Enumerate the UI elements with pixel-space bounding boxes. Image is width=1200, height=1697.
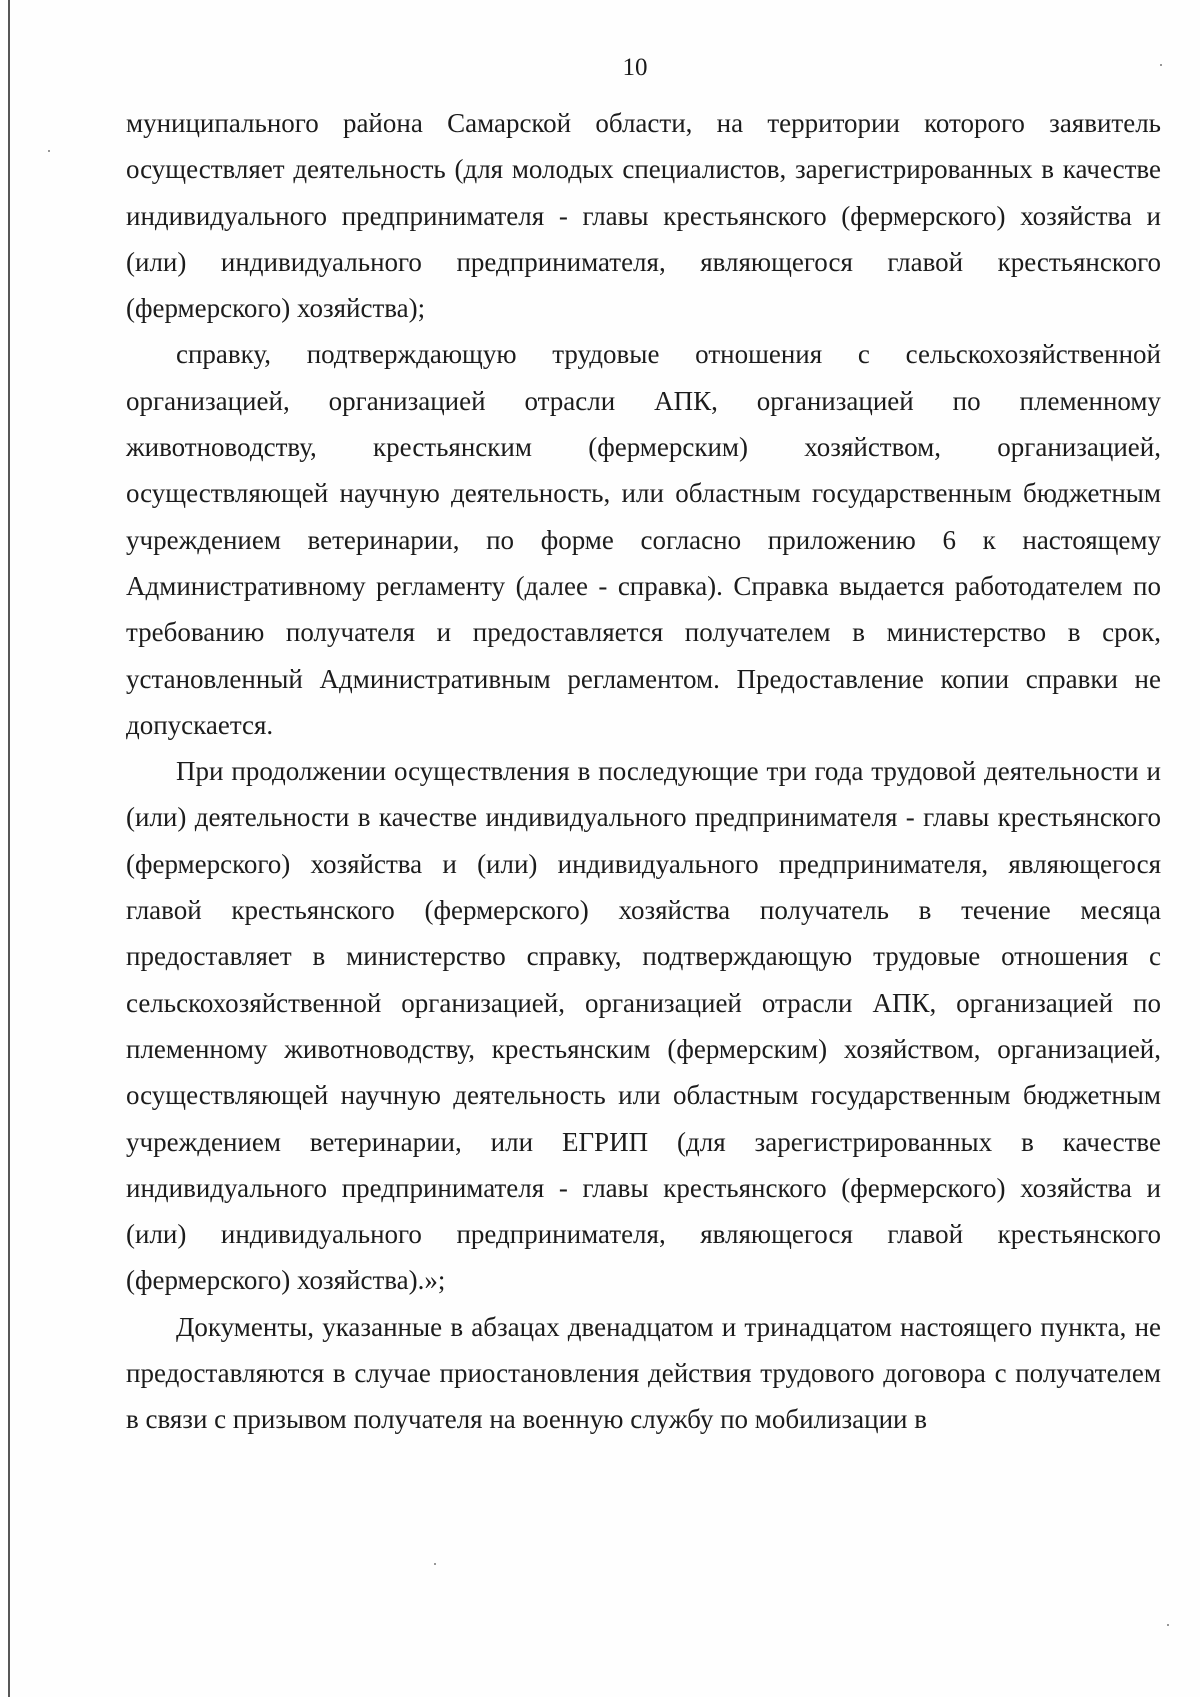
scan-speck: [1167, 1624, 1169, 1626]
scan-speck: [48, 150, 50, 152]
scan-edge-line: [8, 0, 10, 1697]
scan-speck: [434, 1563, 436, 1565]
paragraph: справку, подтверждающую трудовые отношения с сельскохозяйственной организацией, организацией отрасли АПК, организацией по племенному животноводству, крестьянским (фермерским) хозяйством, организацией, осуществляющей научную деятельность, или областным государственным бюджетным учреждением ветеринарии, по форме согласно приложению 6 к настоящему Административному регламенту (далее - справка). Справка выдается работодателем по требованию получателя и предоставляется получателем в министерство в срок, установленный Административным регламентом. Предоставление копии справки не допускается.: [126, 339, 1161, 740]
paragraph: При продолжении осуществления в последующие три года трудовой деятельности и (или) деятельности в качестве индивидуального предпринимателя - главы крестьянского (фермерского) хозяйства и (или) индивидуального предпринимателя, являющегося главой крестьянского (фермерского) хозяйства получатель в течение месяца предоставляет в министерство справку, подтверждающую трудовые отношения с сельскохозяйственной организацией, организацией отрасли АПК, организацией по племенному животноводству, крестьянским (фермерским) хозяйством, организацией, осуществляющей научную деятельность или областным государственным бюджетным учреждением ветеринарии, или ЕГРИП (для зарегистрированных в качестве индивидуального предпринимателя - главы крестьянского (фермерского) хозяйства и (или) индивидуального предпринимателя, являющегося главой крестьянского (фермерского) хозяйства).»;: [126, 756, 1161, 1296]
document-body: [126, 100, 1161, 1443]
paragraph: муниципального района Самарской области, на территории которого заявитель осуществляет деятельность (для молодых специалистов, зарегистрированных в качестве индивидуального предпринимателя - главы крестьянского (фермерского) хозяйства и (или) индивидуального предпринимателя, являющегося главой крестьянского (фермерского) хозяйства);: [126, 108, 1161, 324]
paragraph: Документы, указанные в абзацах двенадцатом и тринадцатом настоящего пункта, не предоставляются в случае приостановления действия трудового договора с получателем в связи с призывом получателя на военную службу по мобилизации в: [126, 1311, 1161, 1435]
page-number: 10: [622, 54, 648, 81]
